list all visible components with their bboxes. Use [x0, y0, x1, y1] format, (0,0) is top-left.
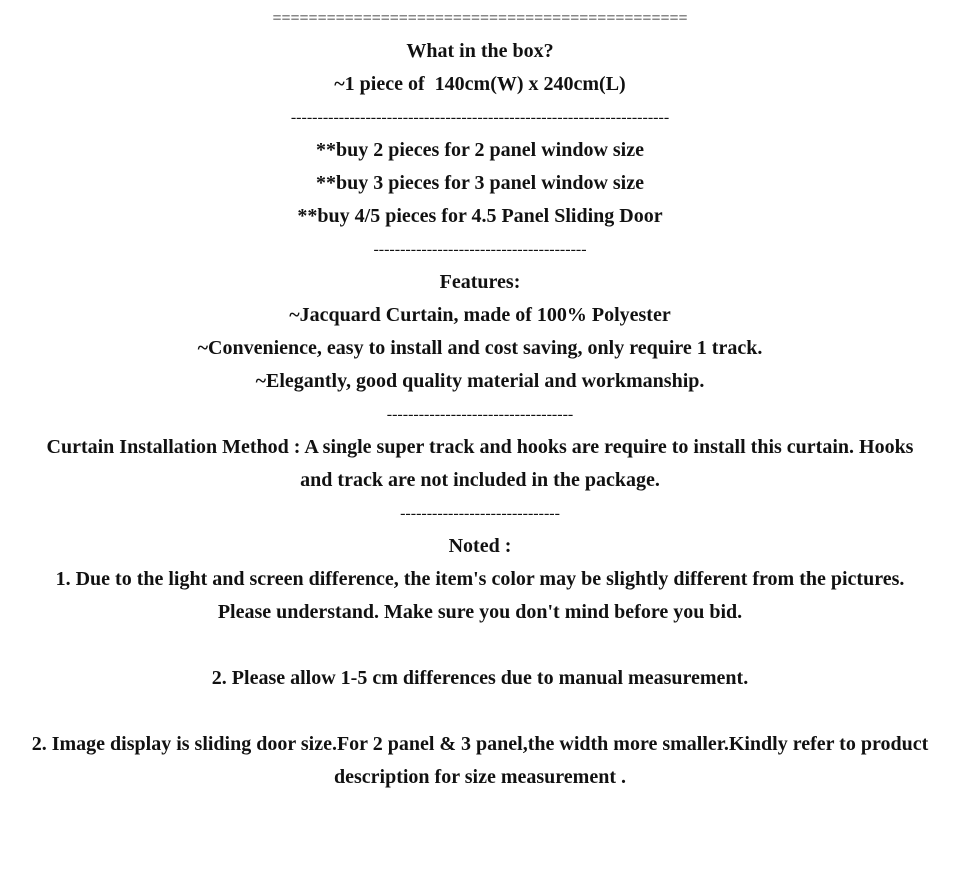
feature-item-2: ~Convenience, easy to install and cost saving, only require 1 track. — [197, 337, 763, 359]
note-item-1: 1. Due to the light and screen difference, the item's color may be slightly different from the pictures. Please understand. Make sure you don't mind before you bid. — [55, 568, 905, 623]
features-heading: Features: — [439, 271, 521, 293]
separator-1: ----------------------------------------------------------------------- — [290, 109, 670, 126]
installation-method: Curtain Installation Method : A single super track and hooks are require to install this curtain. Hooks and track are not included in the package. — [46, 436, 914, 491]
separator-2: ---------------------------------------- — [373, 241, 587, 258]
box-heading: What in the box? — [406, 40, 554, 62]
feature-item-1: ~Jacquard Curtain, made of 100% Polyester — [289, 304, 671, 326]
box-content: ~1 piece of 140cm(W) x 240cm(L) — [334, 73, 626, 95]
separator-4: ------------------------------ — [400, 505, 560, 522]
note-item-2: 2. Please allow 1-5 cm differences due to manual measurement. — [211, 667, 749, 689]
spacer — [0, 695, 960, 728]
spacer — [0, 629, 960, 662]
buy-option-3: **buy 4/5 pieces for 4.5 Panel Sliding Door — [297, 205, 663, 227]
buy-option-2: **buy 3 pieces for 3 panel window size — [316, 172, 644, 194]
note-item-3: 2. Image display is sliding door size.For 2 panel & 3 panel,the width more smaller.Kindly refer to product description for size measurement . — [31, 733, 929, 788]
separator-3: ----------------------------------- — [386, 406, 574, 423]
top-separator: ============================================== — [272, 10, 688, 27]
feature-item-3: ~Elegantly, good quality material and workmanship. — [255, 370, 705, 392]
buy-option-1: **buy 2 pieces for 2 panel window size — [316, 139, 644, 161]
notes-heading: Noted : — [448, 535, 512, 557]
